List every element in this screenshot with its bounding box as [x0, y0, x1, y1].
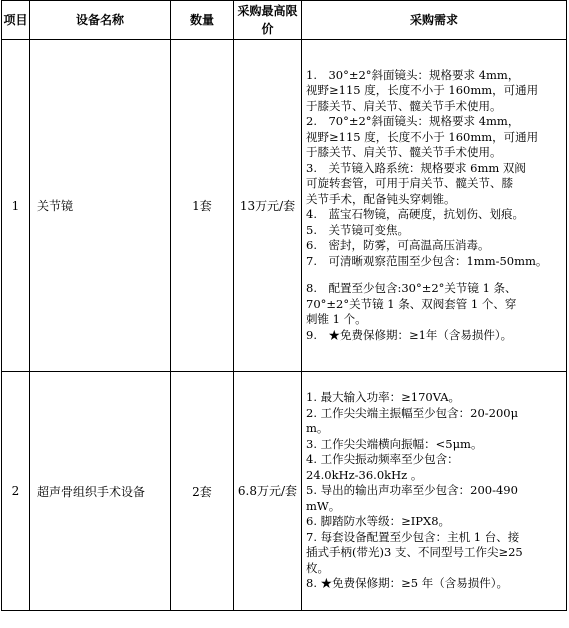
requirement-line: 1. 最大输入功率：≥170VA。 — [306, 390, 461, 405]
row-max-price: 6.8万元/套 — [234, 372, 302, 611]
requirement-line: 4. 蓝宝石物镜，高硬度，抗划伤、划痕。 — [306, 207, 524, 222]
requirement-line: 8. ★免费保修期：≥5 年（含易损件）。 — [306, 576, 508, 591]
requirement-line: 4. 工作尖振动频率至少包含： — [306, 452, 459, 467]
table-row — [2, 40, 567, 372]
requirement-line: 于膝关节、肩关节、髋关节手术使用。 — [306, 145, 502, 160]
row-max-price: 13万元/套 — [234, 40, 302, 372]
requirement-line: 9. ★免费保修期：≥1年（含易损件）。 — [306, 327, 513, 342]
requirement-line: 1. 30°±2°斜面镜头：规格要求 4mm， — [306, 67, 520, 82]
requirement-line: 2. 70°±2°斜面镜头：规格要求 4mm， — [306, 114, 520, 129]
requirement-line: 可旋转套管，可用于肩关节、髋关节、膝 — [306, 176, 513, 191]
row-requirements — [302, 372, 567, 611]
row-name: 关节镜 — [30, 40, 171, 372]
requirement-line: 2. 工作尖尖端主振幅至少包含：20-200μ — [306, 405, 519, 420]
row-index: 1 — [2, 40, 30, 372]
requirement-line: 3. 工作尖尖端横向振幅：<5μm。 — [306, 436, 483, 451]
requirement-line: 枚。 — [306, 560, 329, 575]
header-row — [2, 1, 567, 40]
requirement-line: 视野≥115 度，长度不小于 160mm，可通用 — [306, 129, 539, 144]
procurement-table — [1, 0, 567, 611]
requirement-line: mW。 — [306, 498, 341, 513]
row-index: 2 — [2, 372, 30, 611]
requirement-line: m。 — [306, 421, 329, 436]
requirement-line: 70°±2°关节镜 1 条、双阀套管 1 个、穿 — [306, 296, 517, 311]
requirement-line: 7. 可清晰观察范围至少包含：1mm-50mm。 — [306, 253, 548, 268]
requirement-line: 5. 导出的输出声功率至少包含：200-490 — [306, 483, 518, 498]
header-index: 项目 — [2, 1, 30, 40]
requirement-line: 24.0kHz-36.0kHz 。 — [306, 467, 423, 482]
requirement-line: 6. 密封，防雾，可高温高压消毒。 — [306, 238, 490, 253]
requirement-line: 7. 每套设备配置至少包含：主机 1 台、接 — [306, 529, 520, 544]
requirement-line: 8. 配置至少包含:30°±2°关节镜 1 条、 — [306, 281, 517, 296]
row-quantity: 1套 — [171, 40, 234, 372]
table-row — [2, 372, 567, 611]
row-name: 超声骨组织手术设备 — [30, 372, 171, 611]
requirement-line: 于膝关节、肩关节、髋关节手术使用。 — [306, 98, 502, 113]
requirement-line: 刺锥 1 个。 — [306, 312, 367, 327]
requirement-line — [306, 269, 564, 281]
requirement-line: 3. 关节镜入路系统：规格要求 6mm 双阀 — [306, 160, 526, 175]
requirement-line: 插式手柄(带光)3 支、不同型号工作尖≥25 — [306, 545, 523, 560]
header-requirements: 采购需求 — [302, 1, 567, 40]
requirement-line: 视野≥115 度，长度不小于 160mm，可通用 — [306, 83, 539, 98]
row-requirements — [302, 40, 567, 372]
requirement-line: 6. 脚踏防水等级：≥IPX8。 — [306, 514, 451, 529]
requirement-line: 关节手术，配备钝头穿刺锥。 — [306, 191, 456, 206]
header-quantity: 数量 — [171, 1, 234, 40]
header-name: 设备名称 — [30, 1, 171, 40]
row-quantity: 2套 — [171, 372, 234, 611]
requirement-line: 5. 关节镜可变焦。 — [306, 222, 409, 237]
header-max-price: 采购最高限价 — [234, 1, 302, 40]
